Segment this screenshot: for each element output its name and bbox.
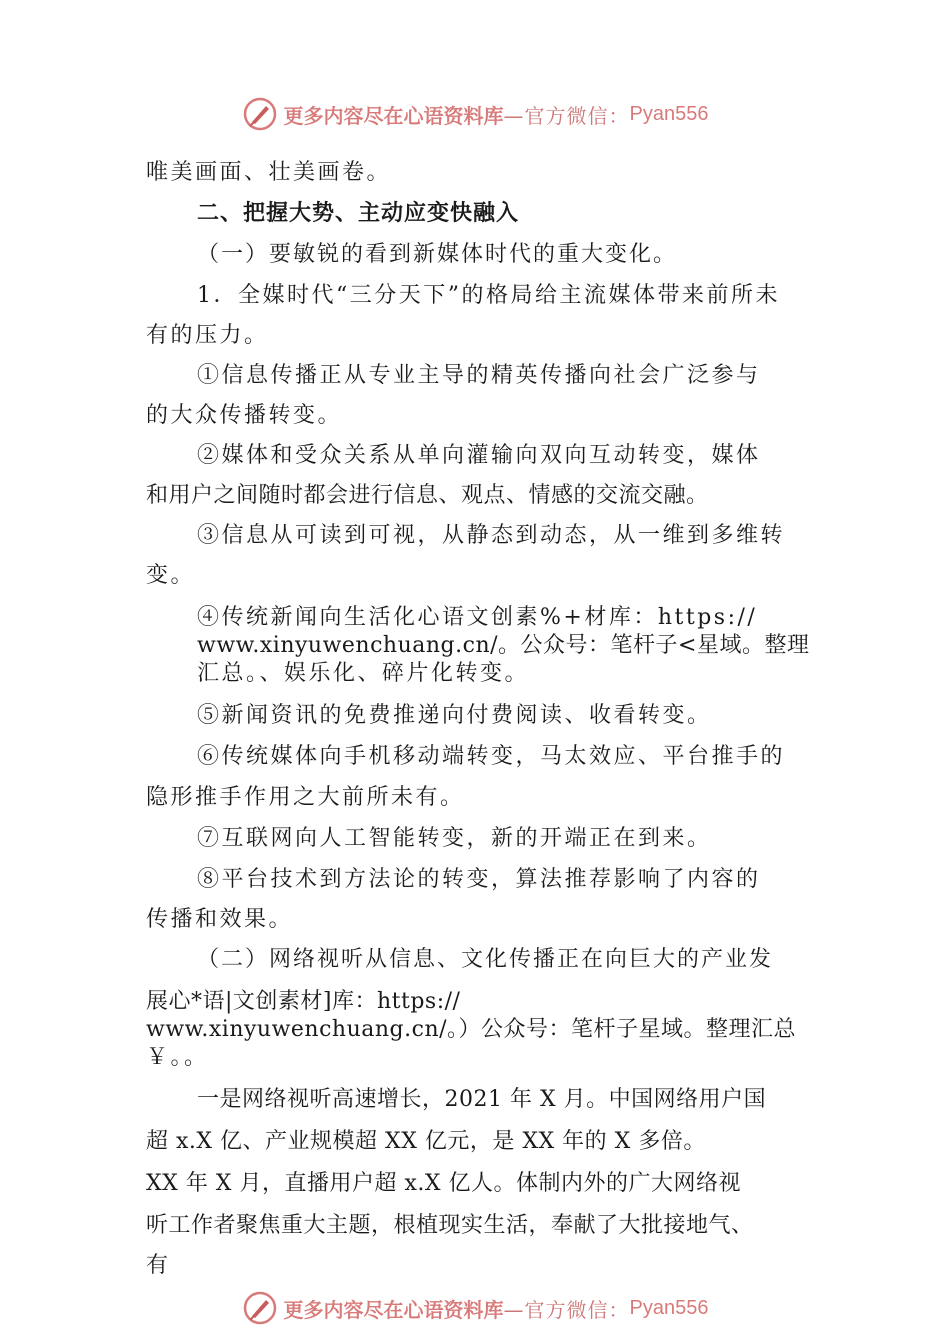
paragraph-line: 和用户之间随时都会进行信息、观点、情感的交流交融。 xyxy=(146,483,709,508)
watermark-id-text: Pyan556 xyxy=(629,1296,709,1319)
watermark-id-text: Pyan556 xyxy=(629,102,709,125)
paragraph-line: 唯美画面、壮美画卷。 xyxy=(146,160,392,185)
subsection-heading: （一）要敏锐的看到新媒体时代的重大变化。 xyxy=(197,242,678,267)
watermark-main-text: 更多内容尽在心语资料库 xyxy=(283,1297,504,1322)
pen-logo-icon xyxy=(242,1290,278,1326)
list-item: ④传统新闻向生活化心语文创素%+材库：https:// xyxy=(197,605,758,630)
paragraph-line: www.xinyuwenchuang.cn/。公众号：笔杆子<星域。整理 xyxy=(197,633,810,658)
watermark-header xyxy=(0,94,950,134)
list-item: ③信息从可读到可视，从静态到动态，从一维到多维转 xyxy=(197,523,786,548)
paragraph-line: 传播和效果。 xyxy=(146,907,294,932)
paragraph-line: 有 xyxy=(146,1253,171,1278)
paragraph-line: 的大众传播转变。 xyxy=(146,403,343,428)
list-item: ①信息传播正从专业主导的精英传播向社会广泛参与 xyxy=(197,363,761,388)
paragraph-line: XX 年 X 月，直播用户超 x.X 亿人。体制内外的广大网络视 xyxy=(146,1171,742,1196)
paragraph-line: 一是网络视听高速增长，2021 年 X 月。中国网络用户国 xyxy=(197,1087,767,1112)
paragraph-line: www.xinyuwenchuang.cn/。）公众号：笔杆子星域。整理汇总 xyxy=(146,1017,797,1042)
paragraph-line: 有的压力。 xyxy=(146,323,269,348)
list-item: ⑦互联网向人工智能转变，新的开端正在到来。 xyxy=(197,826,712,851)
paragraph-line: 超 x.X 亿、产业规模超 XX 亿元，是 XX 年的 X 多倍。 xyxy=(146,1129,706,1154)
list-item: ②媒体和受众关系从单向灌输向双向互动转变，媒体 xyxy=(197,443,761,468)
list-item: ⑤新闻资讯的免费推递向付费阅读、收看转变。 xyxy=(197,703,712,728)
list-item: ⑧平台技术到方法论的转变，算法推荐影响了内容的 xyxy=(197,867,761,892)
watermark-main-text: 更多内容尽在心语资料库 xyxy=(283,103,504,128)
section-heading: 二、把握大势、主动应变快融入 xyxy=(197,201,520,226)
watermark-separator-text: —官方微信： xyxy=(503,1297,630,1322)
subsection-heading: （二）网络视听从信息、文化传播正在向巨大的产业发 xyxy=(197,947,774,972)
list-item: ⑥传统媒体向手机移动端转变，马太效应、平台推手的 xyxy=(197,744,786,769)
paragraph-line: 汇总。、娱乐化、碎片化转变。 xyxy=(197,661,530,686)
paragraph-line: ￥。。 xyxy=(146,1045,209,1070)
paragraph-line: 1．全媒时代“三分天下”的格局给主流媒体带来前所未 xyxy=(197,283,780,308)
paragraph-line: 展心*语|文创素材]库：https:// xyxy=(146,989,461,1014)
paragraph-line: 听工作者聚焦重大主题，根植现实生活，奉献了大批接地气、 xyxy=(146,1213,754,1238)
paragraph-line: 隐形推手作用之大前所未有。 xyxy=(146,785,465,810)
paragraph-line: 变。 xyxy=(146,563,196,588)
watermark-separator-text: —官方微信： xyxy=(503,103,630,128)
pen-logo-icon xyxy=(242,96,278,132)
watermark-footer xyxy=(0,1288,950,1328)
